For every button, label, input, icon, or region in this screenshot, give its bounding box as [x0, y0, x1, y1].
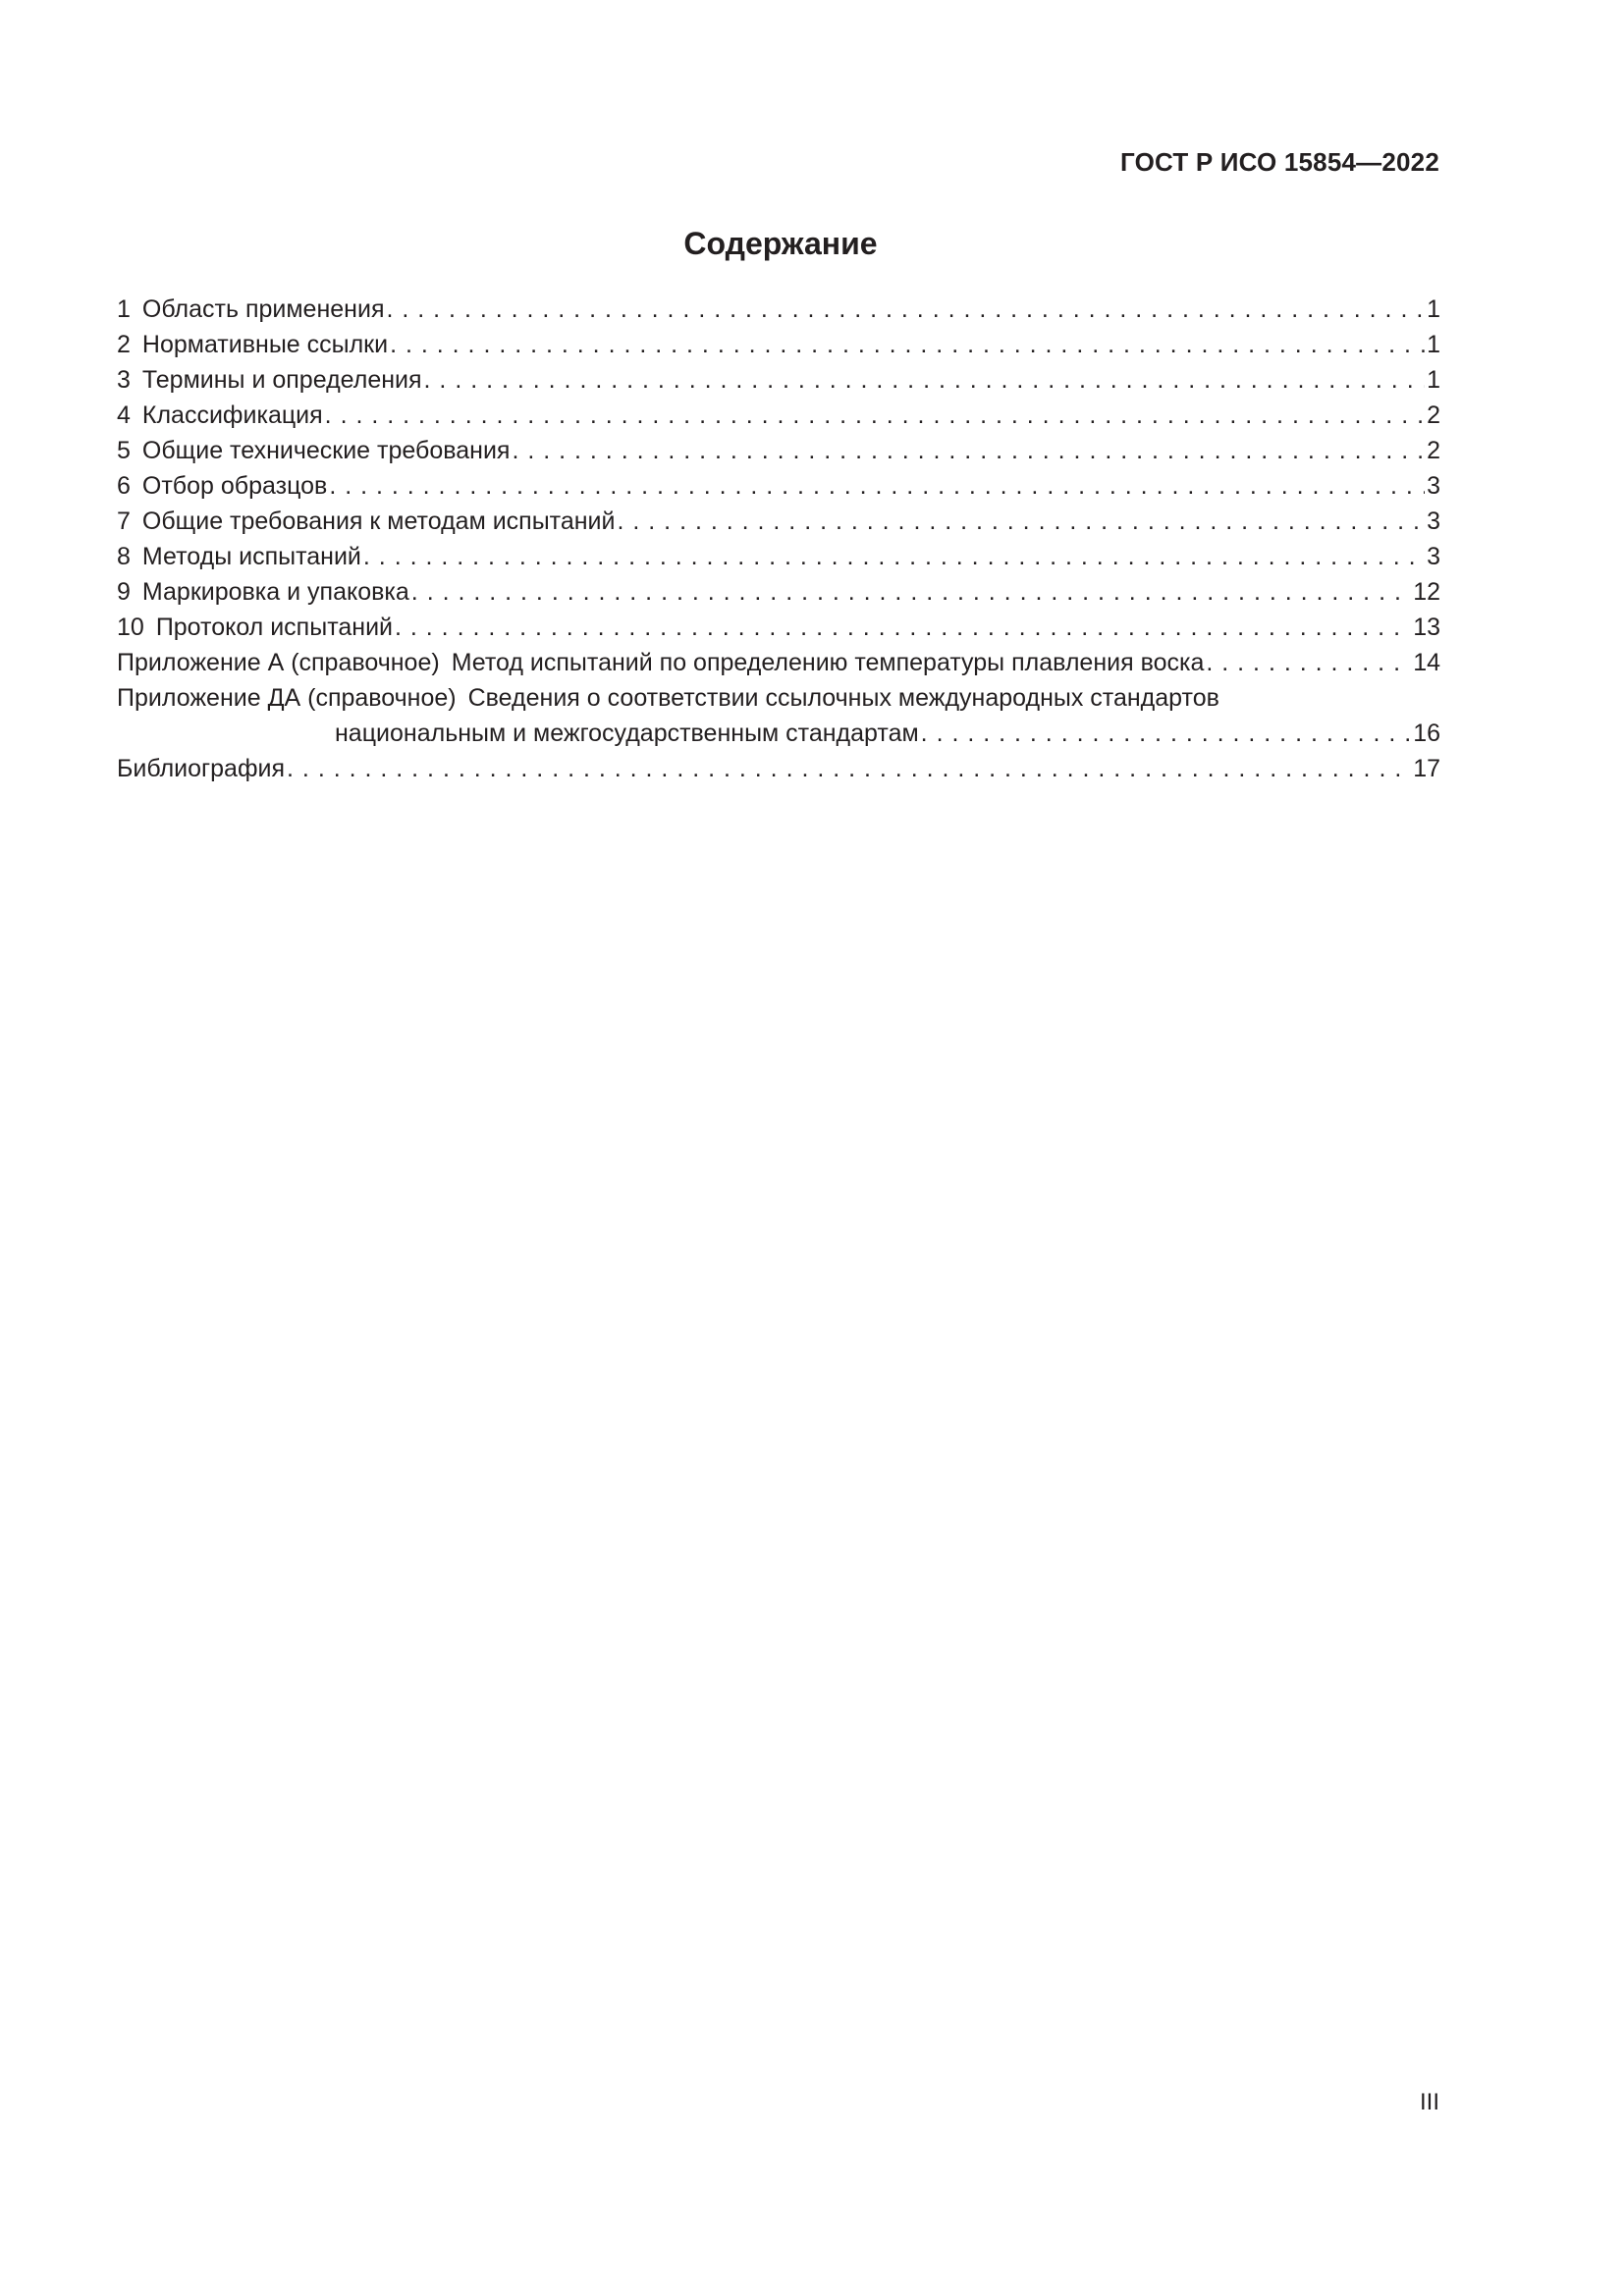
toc-entry-title: Методы испытаний — [141, 543, 361, 570]
toc-entry-page: 1 — [1427, 366, 1440, 394]
toc-entry-9[interactable] — [117, 574, 1440, 610]
toc-entry-6[interactable] — [117, 468, 1440, 504]
toc-entry-number: 6 — [117, 472, 131, 500]
toc-entry-title: Нормативные ссылки — [141, 331, 389, 358]
dot-leader — [411, 574, 1411, 610]
toc-annex-label: Приложение ДА (справочное) — [117, 684, 457, 712]
dot-leader — [618, 504, 1426, 539]
dot-leader — [325, 398, 1425, 433]
toc-entry-page: 1 — [1427, 331, 1440, 358]
toc-entry-page: 14 — [1413, 649, 1440, 676]
dot-leader — [424, 362, 1426, 398]
toc-entry-title: Отбор образцов — [141, 472, 328, 500]
toc-entry-4[interactable] — [117, 398, 1440, 433]
toc-entry-number: 5 — [117, 437, 131, 464]
toc-entry-1[interactable] — [117, 292, 1440, 327]
page-number: III — [1419, 2089, 1439, 2115]
dot-leader — [921, 716, 1412, 751]
toc-entry-title: Сведения о соответствии ссылочных международных стандартов — [467, 684, 1219, 712]
toc-entry-annex-da[interactable] — [117, 680, 1440, 716]
toc-entry-bibliography[interactable] — [117, 751, 1440, 786]
dot-leader — [395, 610, 1411, 645]
toc-entry-number: 7 — [117, 507, 131, 535]
toc-entry-title: Библиография — [117, 755, 286, 782]
toc-entry-number: 10 — [117, 614, 144, 641]
toc-entry-annex-a[interactable] — [117, 645, 1440, 680]
dot-leader — [390, 327, 1425, 362]
dot-leader — [287, 751, 1411, 786]
toc-entry-number: 2 — [117, 331, 131, 358]
toc-entry-title: Область применения — [141, 295, 385, 323]
toc-entry-5[interactable] — [117, 433, 1440, 468]
toc-entry-annex-da-continued[interactable] — [117, 716, 1440, 751]
document-code: ГОСТ Р ИСО 15854—2022 — [1119, 147, 1439, 177]
toc-entry-page: 2 — [1427, 437, 1440, 464]
toc-entry-number: 9 — [117, 578, 131, 606]
toc-entry-page: 17 — [1413, 755, 1440, 782]
toc-entry-title: Маркировка и упаковка — [141, 578, 409, 606]
toc-entry-page: 16 — [1413, 720, 1440, 747]
toc-annex-label: Приложение А (справочное) — [117, 649, 440, 676]
toc-entry-title: Общие технические требования — [141, 437, 511, 464]
dot-leader — [386, 292, 1425, 327]
toc-entry-page: 3 — [1427, 507, 1440, 535]
toc-entry-title: Общие требования к методам испытаний — [141, 507, 616, 535]
toc-entry-number: 4 — [117, 401, 131, 429]
toc-entry-number: 8 — [117, 543, 131, 570]
toc-entry-title: Метод испытаний по определению температуры плавления воска — [451, 649, 1205, 676]
table-of-contents — [117, 292, 1440, 786]
toc-entry-title-continued: национальным и межгосударственным стандартам — [335, 720, 919, 747]
toc-entry-page: 1 — [1427, 295, 1440, 323]
toc-entry-number: 1 — [117, 295, 131, 323]
toc-entry-10[interactable] — [117, 610, 1440, 645]
toc-entry-7[interactable] — [117, 504, 1440, 539]
dot-leader — [1206, 645, 1411, 680]
toc-title: Содержание — [683, 226, 878, 261]
toc-entry-title: Классификация — [141, 401, 323, 429]
toc-entry-2[interactable] — [117, 327, 1440, 362]
dot-leader — [329, 468, 1425, 504]
dot-leader — [363, 539, 1425, 574]
toc-entry-page: 3 — [1427, 472, 1440, 500]
toc-entry-title: Термины и определения — [141, 366, 422, 394]
toc-entry-8[interactable] — [117, 539, 1440, 574]
toc-entry-page: 2 — [1427, 401, 1440, 429]
toc-entry-page: 13 — [1413, 614, 1440, 641]
toc-entry-3[interactable] — [117, 362, 1440, 398]
toc-entry-page: 3 — [1427, 543, 1440, 570]
dot-leader — [512, 433, 1425, 468]
toc-entry-number: 3 — [117, 366, 131, 394]
toc-entry-page: 12 — [1413, 578, 1440, 606]
toc-entry-title: Протокол испытаний — [155, 614, 393, 641]
